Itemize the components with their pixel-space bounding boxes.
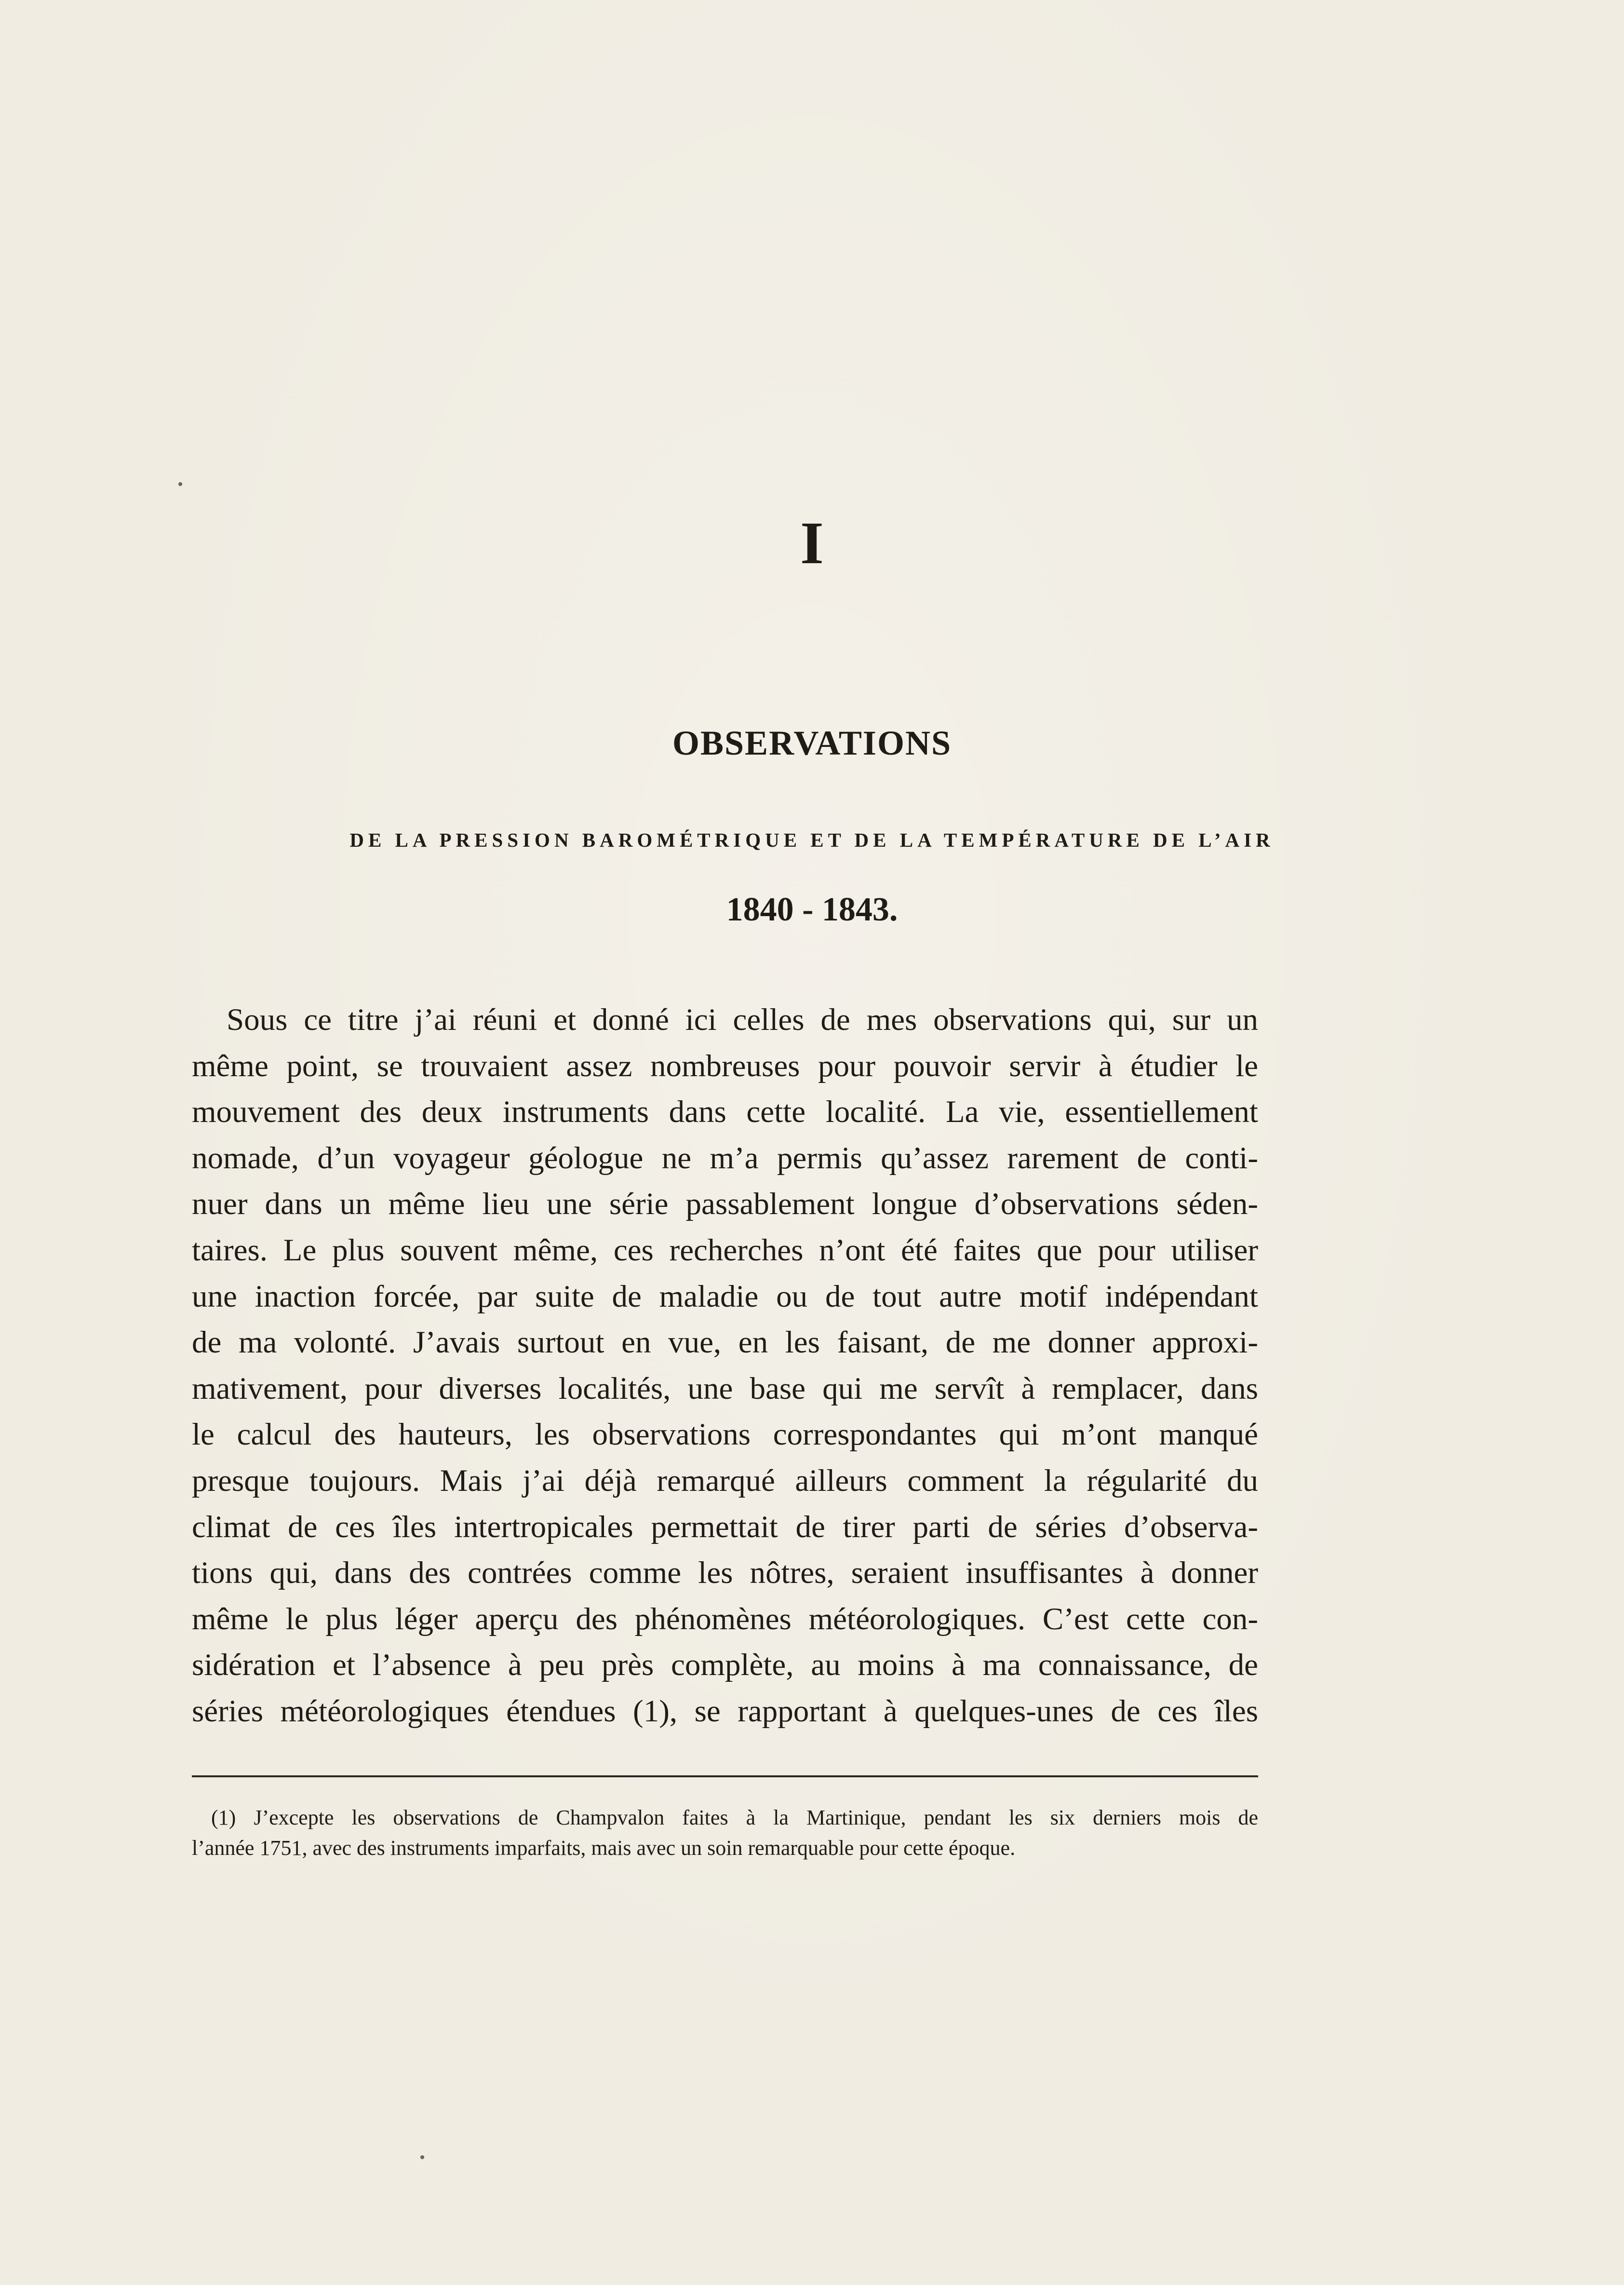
body-line: une inaction forcée, par suite de maladie ou de tout autre motif indépendant (192, 1279, 1258, 1314)
body-line: nuer dans un même lieu une série passablement longue d’observations séden- (192, 1187, 1258, 1222)
chapter-years: 1840 - 1843. (726, 891, 898, 928)
body-line: taires. Le plus souvent même, ces recherches n’ont été faites que pour utiliser (192, 1232, 1258, 1268)
chapter-subtitle: DE LA PRESSION BAROMÉTRIQUE ET DE LA TEMPÉRATURE DE L’AIR (349, 829, 1275, 851)
chapter-title: OBSERVATIONS (672, 724, 952, 762)
paper-speck (420, 2155, 424, 2159)
body-line: mativement, pour diverses localités, une base qui me servît à remplacer, dans (192, 1371, 1258, 1406)
body-line: presque toujours. Mais j’ai déjà remarqué ailleurs comment la régularité du (192, 1463, 1258, 1498)
body-line: sidération et l’absence à peu près complète, au moins à ma connaissance, de (192, 1648, 1258, 1683)
paper-speck (178, 482, 182, 486)
body-line: mouvement des deux instruments dans cette localité. La vie, essentiellement (192, 1095, 1258, 1130)
body-line: de ma volonté. J’avais surtout en vue, en les faisant, de me donner approxi- (192, 1325, 1258, 1360)
footnote-line: l’année 1751, avec des instruments imparfaits, mais avec un soin remarquable pour cette époque. (192, 1836, 1016, 1860)
body-line: Sous ce titre j’ai réuni et donné ici celles de mes observations qui, sur un (227, 1002, 1258, 1037)
body-line: même point, se trouvaient assez nombreuses pour pouvoir servir à étudier le (192, 1048, 1258, 1083)
footnote-line: (1) J’excepte les observations de Champvalon faites à la Martinique, pendant les six derniers mois de (211, 1806, 1258, 1829)
body-line: séries météorologiques étendues (1), se rapportant à quelques-unes de ces îles (192, 1693, 1258, 1729)
footnote-divider (192, 1775, 1258, 1777)
footnote (192, 1802, 1258, 1863)
body-line: même le plus léger aperçu des phénomènes météorologiques. C’est cette con- (192, 1601, 1258, 1636)
body-line: nomade, d’un voyageur géologue ne m’a permis qu’assez rarement de conti- (192, 1140, 1258, 1176)
body-line: le calcul des hauteurs, les observations correspondantes qui m’ont manqué (192, 1417, 1258, 1452)
chapter-number: I (800, 510, 824, 577)
body-line: tions qui, dans des contrées comme les nôtres, seraient insuffisantes à donner (192, 1555, 1258, 1591)
body-paragraph (192, 997, 1258, 1735)
body-line: climat de ces îles intertropicales permettait de tirer parti de séries d’observa- (192, 1509, 1258, 1544)
